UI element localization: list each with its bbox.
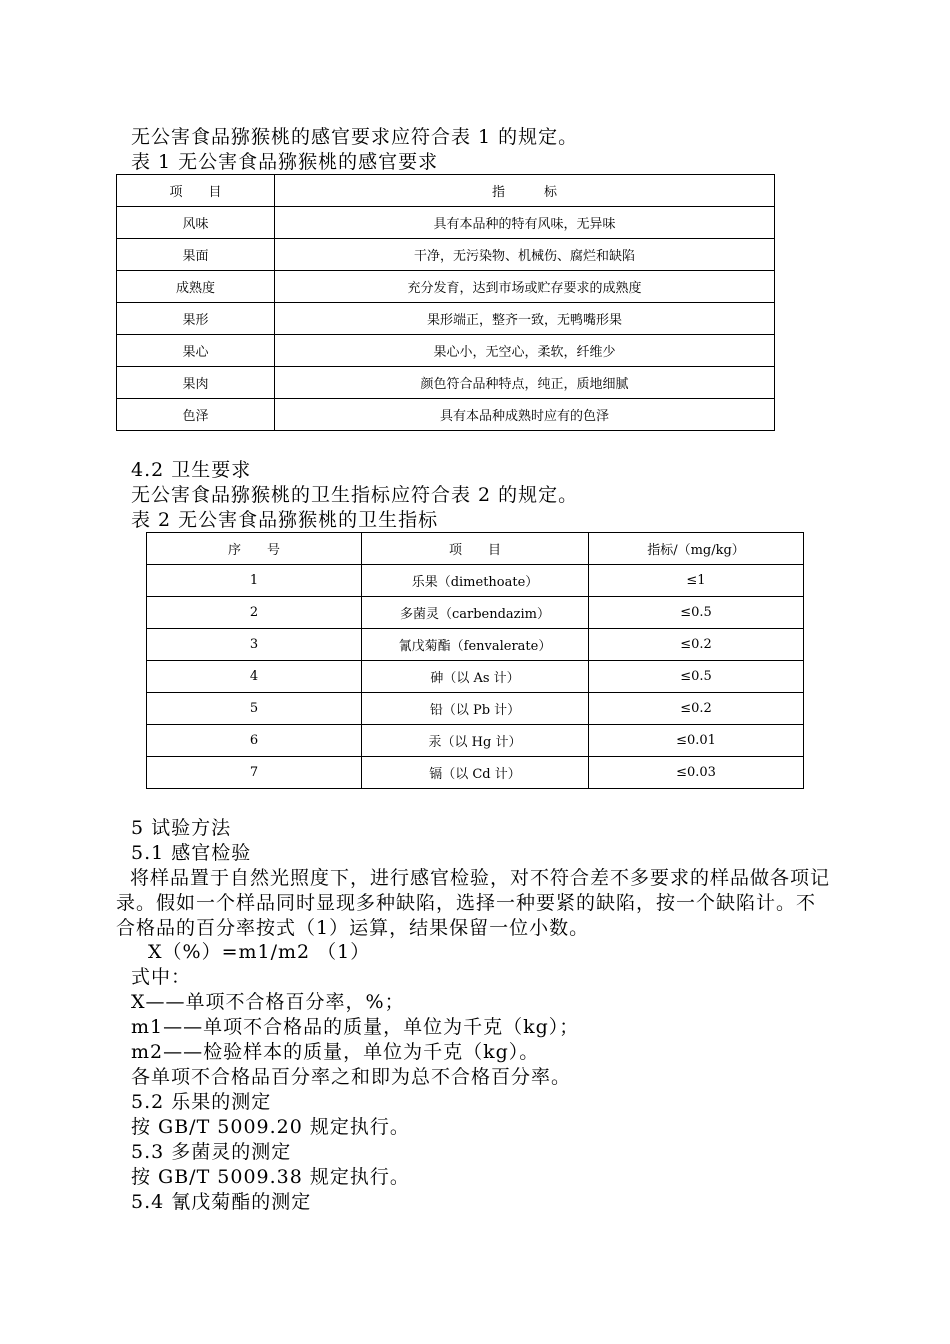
table-cell: 砷（以 As 计） xyxy=(362,661,589,693)
table-cell: ≤0.2 xyxy=(589,629,804,661)
table-cell: 充分发育，达到市场或贮存要求的成熟度 xyxy=(275,271,775,303)
table-row xyxy=(147,661,804,693)
table-cell: 成熟度 xyxy=(117,271,275,303)
table-row xyxy=(117,399,775,431)
table-cell: 铅（以 Pb 计） xyxy=(362,693,589,725)
table1-caption: 表 1 无公害食品猕猴桃的感官要求 xyxy=(131,151,439,173)
section-5-2-text: 按 GB/T 5009.20 规定执行。 xyxy=(131,1116,410,1138)
table-cell: 具有本品种成熟时应有的色泽 xyxy=(275,399,775,431)
table-row xyxy=(117,335,775,367)
table-cell: 3 xyxy=(147,629,362,661)
table-cell: 乐果（dimethoate） xyxy=(362,565,589,597)
table-cell: 镉（以 Cd 计） xyxy=(362,757,589,789)
section-4-2-text: 无公害食品猕猴桃的卫生指标应符合表 2 的规定。 xyxy=(131,484,579,506)
definition-m2: m2——检验样本的质量，单位为千克（kg）。 xyxy=(131,1041,540,1063)
table-cell: 具有本品种的特有风味，无异味 xyxy=(275,207,775,239)
section-5-2-heading: 5.2 乐果的测定 xyxy=(131,1091,272,1113)
table-row xyxy=(147,693,804,725)
column-header: 项 目 xyxy=(117,175,275,207)
table-row xyxy=(147,725,804,757)
table-cell: 果面 xyxy=(117,239,275,271)
section-4-2-heading: 4.2 卫生要求 xyxy=(131,459,252,481)
table-cell: 氰戊菊酯（fenvalerate） xyxy=(362,629,589,661)
table-cell: 果心小，无空心，柔软，纤维少 xyxy=(275,335,775,367)
column-header: 指标/（mg/kg） xyxy=(589,533,804,565)
formula-1: X（%）=m1/m2 （1） xyxy=(148,941,371,963)
table-cell: 7 xyxy=(147,757,362,789)
table-cell: ≤0.2 xyxy=(589,693,804,725)
table-cell: ≤1 xyxy=(589,565,804,597)
table-cell: 果形 xyxy=(117,303,275,335)
table-row xyxy=(147,597,804,629)
table-cell: 2 xyxy=(147,597,362,629)
table-cell: 4 xyxy=(147,661,362,693)
table-cell: ≤0.5 xyxy=(589,597,804,629)
formula-where: 式中： xyxy=(131,966,192,988)
section-5-1-paragraph: 将样品置于自然光照度下，进行感官检验，对不符合差不多要求的样品做各项记录。假如一个样品同时显现多种缺陷，选择一种要紧的缺陷，按一个缺陷计。不合格品的百分率按式（1）运算，结果保留一位小数。 xyxy=(116,867,831,939)
sum-note: 各单项不合格品百分率之和即为总不合格百分率。 xyxy=(131,1066,572,1088)
table-cell: 果形端正，整齐一致，无鸭嘴形果 xyxy=(275,303,775,335)
table2-caption: 表 2 无公害食品猕猴桃的卫生指标 xyxy=(131,509,439,531)
intro-text: 无公害食品猕猴桃的感官要求应符合表 1 的规定。 xyxy=(131,126,579,148)
definition-x: X——单项不合格百分率，%； xyxy=(131,991,405,1013)
table-cell: 6 xyxy=(147,725,362,757)
table-cell: 果心 xyxy=(117,335,275,367)
section-5-heading: 5 试验方法 xyxy=(131,817,232,839)
table-header-row xyxy=(147,533,804,565)
table-row xyxy=(117,271,775,303)
table-row xyxy=(117,239,775,271)
table-cell: 多菌灵（carbendazim） xyxy=(362,597,589,629)
table-cell: 干净，无污染物、机械伤、腐烂和缺陷 xyxy=(275,239,775,271)
column-header: 指 标 xyxy=(275,175,775,207)
column-header: 项 目 xyxy=(362,533,589,565)
table-cell: 色泽 xyxy=(117,399,275,431)
table-row xyxy=(117,207,775,239)
table-cell: ≤0.01 xyxy=(589,725,804,757)
table-cell: 风味 xyxy=(117,207,275,239)
sensory-requirements-table xyxy=(116,174,775,431)
section-5-3-heading: 5.3 多菌灵的测定 xyxy=(131,1141,292,1163)
column-header: 序 号 xyxy=(147,533,362,565)
table-cell: 颜色符合品种特点，纯正，质地细腻 xyxy=(275,367,775,399)
table-row xyxy=(147,629,804,661)
table-cell: ≤0.03 xyxy=(589,757,804,789)
table-row xyxy=(117,303,775,335)
table-row xyxy=(147,757,804,789)
section-5-4-heading: 5.4 氰戊菊酯的测定 xyxy=(131,1191,312,1213)
table-row xyxy=(117,367,775,399)
table-cell: 果肉 xyxy=(117,367,275,399)
section-5-1-heading: 5.1 感官检验 xyxy=(131,842,252,864)
table-cell: 5 xyxy=(147,693,362,725)
hygiene-indicators-table xyxy=(146,532,804,789)
definition-m1: m1——单项不合格品的质量，单位为千克（kg）； xyxy=(131,1016,580,1038)
table-header-row xyxy=(117,175,775,207)
table-cell: 1 xyxy=(147,565,362,597)
table-cell: 汞（以 Hg 计） xyxy=(362,725,589,757)
table-row xyxy=(147,565,804,597)
section-5-3-text: 按 GB/T 5009.38 规定执行。 xyxy=(131,1166,410,1188)
table-cell: ≤0.5 xyxy=(589,661,804,693)
